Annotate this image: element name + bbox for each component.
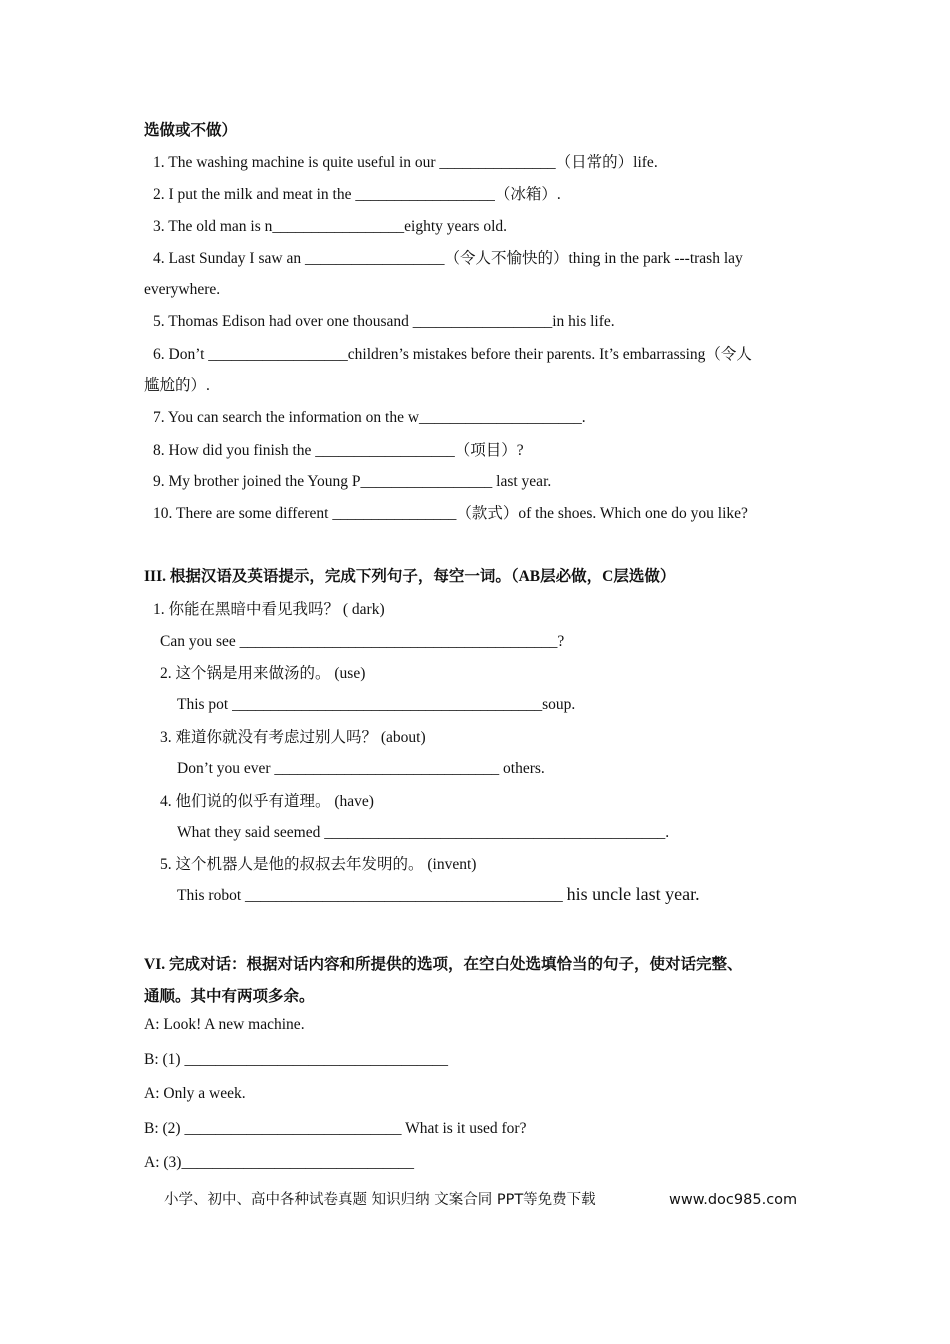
exercise-item: 8. How did you finish the __________________（项目）? [153, 442, 524, 459]
exercise-item: 10. There are some different ________________（款式）of the shoes. Which one do you like? [153, 505, 748, 522]
translation-answer-blank: This robot _________________________________________ [177, 887, 563, 904]
exercise-item: 6. Don’t __________________children’s mistakes before their parents. It’s embarrassing（令人 [153, 346, 752, 363]
exercise-item: 7. You can search the information on the w_____________________. [153, 409, 586, 426]
translation-answer: Can you see _________________________________________? [160, 633, 565, 650]
dialogue-line: B: (2) ____________________________ What is it used for? [144, 1120, 527, 1137]
translation-answer: This pot ________________________________________soup. [177, 696, 576, 713]
footer-website: www.doc985.com [669, 1192, 798, 1208]
dialogue-line: B: (1) __________________________________ [144, 1051, 448, 1068]
section-heading-vi: VI. 完成对话：根据对话内容和所提供的选项，在空白处选填恰当的句子，使对话完整、 [144, 956, 743, 973]
translation-answer-tail: his uncle last year. [566, 884, 700, 904]
exercise-item: 9. My brother joined the Young P_________________ last year. [153, 473, 552, 490]
translation-prompt: 5. 这个机器人是他的叔叔去年发明的。 (invent) [160, 856, 477, 873]
exercise-item: 1. The washing machine is quite useful in our _______________（日常的）life. [153, 154, 658, 171]
exercise-item-continued: everywhere. [144, 281, 221, 298]
translation-answer [177, 884, 700, 906]
translation-prompt: 1. 你能在黑暗中看见我吗？ ( dark) [153, 601, 385, 618]
exercise-item: 3. The old man is n_________________eighty years old. [153, 218, 508, 235]
translation-answer: Don’t you ever _____________________________ others. [177, 760, 545, 777]
section-continuation: 选做或不做） [144, 122, 238, 139]
section-heading-vi-continued: 通顺。其中有两项多余。 [144, 988, 315, 1005]
exercise-item-continued: 尴尬的）. [144, 377, 210, 394]
translation-prompt: 2. 这个锅是用来做汤的。 (use) [160, 665, 366, 682]
translation-prompt: 4. 他们说的似乎有道理。 (have) [160, 793, 374, 810]
dialogue-line: A: (3)______________________________ [144, 1154, 414, 1171]
footer-promo-text: 小学、初中、高中各种试卷真题 知识归纳 文案合同 PPT等免费下载 [164, 1192, 596, 1208]
translation-prompt: 3. 难道你就没有考虑过别人吗？ (about) [160, 729, 426, 746]
translation-answer: What they said seemed ____________________________________________. [177, 824, 670, 841]
section-heading-iii: III. 根据汉语及英语提示，完成下列句子，每空一词。（AB层必做，C层选做） [144, 568, 676, 585]
exercise-item: 2. I put the milk and meat in the __________________（冰箱）. [153, 186, 561, 203]
exercise-item: 4. Last Sunday I saw an __________________（令人不愉快的）thing in the park ---trash lay [153, 250, 743, 267]
exercise-item: 5. Thomas Edison had over one thousand __________________in his life. [153, 313, 615, 330]
dialogue-line: A: Only a week. [144, 1085, 246, 1102]
dialogue-line: A: Look! A new machine. [144, 1016, 305, 1033]
